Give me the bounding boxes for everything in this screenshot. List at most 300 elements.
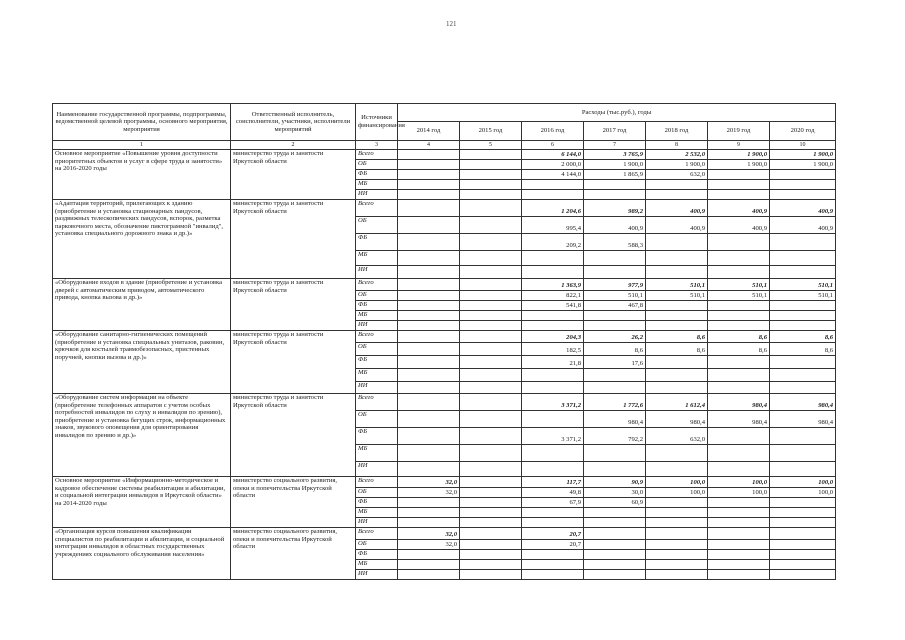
expense-value: 49,8 — [522, 488, 584, 498]
table-row — [53, 477, 836, 488]
funding-source: ОБ — [356, 217, 398, 234]
expense-value: 632,0 — [646, 428, 708, 445]
funding-source: ОБ — [356, 160, 398, 170]
expense-value — [770, 251, 836, 266]
funding-source: ОБ — [356, 540, 398, 550]
funding-source: МБ — [356, 560, 398, 570]
expense-value — [460, 540, 522, 550]
expense-value — [398, 550, 460, 560]
expense-value — [522, 382, 584, 394]
expense-value — [460, 311, 522, 321]
expense-value — [460, 150, 522, 160]
expense-value: 510,1 — [646, 291, 708, 301]
expense-value: 822,1 — [522, 291, 584, 301]
expense-value — [770, 311, 836, 321]
expense-value: 980,4 — [646, 411, 708, 428]
expense-value: 30,0 — [584, 488, 646, 498]
expense-value: 1 900,0 — [770, 150, 836, 160]
expense-value — [522, 251, 584, 266]
expense-value: 67,9 — [522, 498, 584, 508]
expense-value — [522, 411, 584, 428]
expense-value — [646, 251, 708, 266]
expense-value: 90,9 — [584, 477, 646, 488]
expense-value — [398, 251, 460, 266]
expense-value — [522, 311, 584, 321]
expense-value — [398, 200, 460, 217]
header-column-number: 1 — [53, 141, 231, 150]
expense-value: 1 772,6 — [584, 394, 646, 411]
expense-value: 8,6 — [646, 331, 708, 343]
expense-value — [770, 190, 836, 200]
expense-value: 510,1 — [584, 291, 646, 301]
expense-value — [460, 180, 522, 190]
expense-value — [708, 382, 770, 394]
expense-value — [646, 266, 708, 279]
funding-source: МБ — [356, 311, 398, 321]
header-column-numbers-row — [53, 141, 836, 150]
expense-value — [708, 550, 770, 560]
expense-value — [398, 462, 460, 477]
expense-value: 8,6 — [646, 343, 708, 356]
funding-source: ИИ — [356, 518, 398, 528]
expense-value: 995,4 — [522, 217, 584, 234]
expense-value — [460, 301, 522, 311]
expense-value — [646, 570, 708, 580]
expense-value — [584, 508, 646, 518]
expense-value — [460, 356, 522, 369]
expense-value — [584, 570, 646, 580]
expense-value — [398, 394, 460, 411]
expense-value: 204,3 — [522, 331, 584, 343]
page-number: 121 — [446, 20, 457, 28]
expense-value — [646, 190, 708, 200]
activity-name: Основное мероприятие «Информационно-методическое и кадровое обеспечение системы реабилитации и абилитации, и социальной интеграции инвалидов в Иркутской области» на 2014-2020 годы — [53, 477, 231, 528]
header-year: 2014 год — [398, 122, 460, 141]
expense-value: 8,6 — [770, 343, 836, 356]
expense-value: 977,9 — [584, 279, 646, 291]
expense-value — [646, 518, 708, 528]
funding-source: МБ — [356, 180, 398, 190]
funding-source: ОБ — [356, 343, 398, 356]
expense-value — [522, 180, 584, 190]
expense-value — [460, 462, 522, 477]
expense-value: 100,0 — [708, 477, 770, 488]
expense-value — [460, 550, 522, 560]
expense-value — [708, 428, 770, 445]
expense-value — [770, 369, 836, 382]
expense-value: 100,0 — [770, 477, 836, 488]
header-year: 2017 год — [584, 122, 646, 141]
funding-source: Всего — [356, 331, 398, 343]
funding-source: ОБ — [356, 411, 398, 428]
expense-value: 400,9 — [770, 200, 836, 217]
expense-value — [646, 498, 708, 508]
expense-value — [398, 560, 460, 570]
header-year: 2019 год — [708, 122, 770, 141]
funding-source: ФБ — [356, 428, 398, 445]
expense-value — [770, 462, 836, 477]
expense-value: 792,2 — [584, 428, 646, 445]
expense-value: 20,7 — [522, 540, 584, 550]
expense-value: 980,4 — [708, 411, 770, 428]
expense-value — [770, 321, 836, 331]
expense-value: 8,6 — [770, 331, 836, 343]
expense-value: 400,9 — [708, 200, 770, 217]
expense-value — [708, 251, 770, 266]
expense-value — [708, 190, 770, 200]
header-year: 2016 год — [522, 122, 584, 141]
expense-value — [522, 570, 584, 580]
expense-value — [646, 234, 708, 251]
expense-value — [770, 570, 836, 580]
header-source: Источники финансирования — [356, 104, 398, 141]
expense-value: 632,0 — [646, 170, 708, 180]
table-row — [53, 394, 836, 411]
expense-value: 6 144,0 — [522, 150, 584, 160]
expense-value — [460, 266, 522, 279]
funding-source: Всего — [356, 200, 398, 217]
expense-value — [398, 150, 460, 160]
table-row — [53, 200, 836, 217]
expense-value: 100,0 — [646, 488, 708, 498]
expense-value — [770, 445, 836, 462]
funding-source: МБ — [356, 251, 398, 266]
expense-value — [398, 498, 460, 508]
expense-value — [460, 160, 522, 170]
funding-source: ИИ — [356, 382, 398, 394]
activity-name: «Оборудование входов в здание (приобретение и установка дверей с автоматическим приводом, автоматического привода, кнопка вызова и др.)» — [53, 279, 231, 331]
executor-name: министерство труда и занятости Иркутской области — [231, 200, 356, 279]
expense-value — [398, 266, 460, 279]
expense-value — [708, 560, 770, 570]
expense-value: 32,0 — [398, 540, 460, 550]
expense-value — [770, 382, 836, 394]
expense-value — [708, 311, 770, 321]
header-executor: Ответственный исполнитель, соисполнители, участники, исполнители мероприятий — [231, 104, 356, 141]
expense-value — [522, 462, 584, 477]
expense-value: 510,1 — [646, 279, 708, 291]
table-row — [53, 150, 836, 160]
funding-source: ИИ — [356, 321, 398, 331]
funding-source: МБ — [356, 508, 398, 518]
expense-value — [460, 508, 522, 518]
expense-value: 400,9 — [770, 217, 836, 234]
expense-value — [770, 180, 836, 190]
expense-value — [522, 518, 584, 528]
expense-value: 1 900,0 — [646, 160, 708, 170]
expense-value — [398, 291, 460, 301]
funding-source: ОБ — [356, 291, 398, 301]
funding-source: ФБ — [356, 498, 398, 508]
expense-value: 1 900,0 — [708, 150, 770, 160]
expense-value — [646, 560, 708, 570]
expense-value — [460, 321, 522, 331]
expense-value: 60,9 — [584, 498, 646, 508]
expense-value — [460, 394, 522, 411]
expense-value — [770, 540, 836, 550]
activity-name: Основное мероприятие «Повышение уровня доступности приоритетных объектов и услуг в сфере труда и занятости» на 2016-2020 годы — [53, 150, 231, 200]
expense-value — [522, 266, 584, 279]
funding-source: ИИ — [356, 190, 398, 200]
expense-value — [460, 200, 522, 217]
expense-value — [460, 234, 522, 251]
expense-value — [646, 369, 708, 382]
expense-value: 510,1 — [770, 291, 836, 301]
expense-value — [708, 301, 770, 311]
expense-value — [584, 190, 646, 200]
expense-value — [460, 251, 522, 266]
expense-value — [646, 180, 708, 190]
expense-value — [770, 234, 836, 251]
expense-value: 510,1 — [708, 279, 770, 291]
expense-value — [708, 356, 770, 369]
executor-name: министерство труда и занятости Иркутской области — [231, 331, 356, 394]
expense-value — [770, 560, 836, 570]
expense-value — [460, 382, 522, 394]
table-row — [53, 279, 836, 291]
expense-value — [398, 190, 460, 200]
activity-name: «Оборудование санитарно-гигиенических помещений (приобретение и установка специальных унитазов, раковин, крючков для костылей травмобезопасных, пристенных поручней, кнопки вызова и др.)» — [53, 331, 231, 394]
expense-value — [522, 190, 584, 200]
expense-value — [398, 369, 460, 382]
expense-value — [646, 356, 708, 369]
expense-value: 510,1 — [770, 279, 836, 291]
expense-value — [770, 550, 836, 560]
expense-value: 20,7 — [522, 528, 584, 540]
funding-source: ИИ — [356, 570, 398, 580]
expense-value — [460, 477, 522, 488]
expense-value — [398, 508, 460, 518]
expense-value: 100,0 — [646, 477, 708, 488]
expense-value: 400,9 — [584, 217, 646, 234]
expense-value — [460, 560, 522, 570]
expense-value: 467,8 — [584, 301, 646, 311]
expense-value — [522, 550, 584, 560]
expense-value: 980,4 — [770, 394, 836, 411]
expense-value: 8,6 — [584, 343, 646, 356]
expense-value: 400,9 — [646, 200, 708, 217]
expense-value: 1 900,0 — [708, 160, 770, 170]
expense-value — [398, 321, 460, 331]
expense-value — [708, 508, 770, 518]
expense-value — [398, 234, 460, 251]
funding-source: МБ — [356, 369, 398, 382]
expense-value: 1 900,0 — [770, 160, 836, 170]
expense-value: 980,4 — [708, 394, 770, 411]
expense-value: 17,6 — [584, 356, 646, 369]
expense-value: 2 532,0 — [646, 150, 708, 160]
expense-value — [398, 428, 460, 445]
expense-value — [584, 540, 646, 550]
expense-value — [398, 331, 460, 343]
executor-name: министерство труда и занятости Иркутской области — [231, 279, 356, 331]
expense-value — [708, 570, 770, 580]
expense-value: 588,3 — [584, 234, 646, 251]
expense-value: 400,9 — [646, 217, 708, 234]
funding-source: ОБ — [356, 488, 398, 498]
expense-value — [584, 550, 646, 560]
expense-value — [398, 445, 460, 462]
header-year: 2020 год — [770, 122, 836, 141]
expense-value — [708, 369, 770, 382]
activity-name: «Оборудование систем информации на объекте (приобретение телефонных аппаратов с учетом особых потребностей инвалидов по слуху и инвалидов по зрению), приобретение и установка бегущих строк, информационных знаков, звукового оповещения для ориентирования инвалидов по зрению и др.)» — [53, 394, 231, 477]
expense-value — [770, 498, 836, 508]
expense-value — [460, 291, 522, 301]
expense-value — [646, 321, 708, 331]
expense-value: 1 900,0 — [584, 160, 646, 170]
expense-value: 3 765,9 — [584, 150, 646, 160]
expense-value — [584, 560, 646, 570]
expense-value — [708, 540, 770, 550]
header-year: 2018 год — [646, 122, 708, 141]
expense-value — [584, 251, 646, 266]
expense-value: 26,2 — [584, 331, 646, 343]
expense-value — [770, 266, 836, 279]
expense-value — [460, 190, 522, 200]
expense-value — [584, 445, 646, 462]
expense-value — [398, 311, 460, 321]
header-column-number: 8 — [646, 141, 708, 150]
header-program-name: Наименование государственной программы, подпрограммы, ведомственной целевой программы, основного мероприятия, мероприятия — [53, 104, 231, 141]
expense-value — [770, 170, 836, 180]
header-column-number: 10 — [770, 141, 836, 150]
expense-value — [522, 321, 584, 331]
expense-value — [770, 518, 836, 528]
expense-value — [646, 550, 708, 560]
expense-value: 117,7 — [522, 477, 584, 488]
expense-value — [460, 498, 522, 508]
expense-value: 100,0 — [708, 488, 770, 498]
header-column-number: 7 — [584, 141, 646, 150]
expense-value — [646, 540, 708, 550]
expense-value — [708, 462, 770, 477]
expense-value: 4 144,0 — [522, 170, 584, 180]
expense-value — [522, 508, 584, 518]
expense-value — [398, 411, 460, 428]
expense-value — [398, 343, 460, 356]
expense-value: 8,6 — [708, 343, 770, 356]
expense-value — [460, 411, 522, 428]
header-expenses: Расходы (тыс.руб.), годы — [398, 104, 836, 122]
expense-value — [460, 570, 522, 580]
funding-source: Всего — [356, 150, 398, 160]
expense-value — [646, 508, 708, 518]
expense-value — [460, 331, 522, 343]
executor-name: министерство труда и занятости Иркутской области — [231, 394, 356, 477]
expense-value — [584, 266, 646, 279]
expense-value — [460, 445, 522, 462]
expense-value — [398, 217, 460, 234]
expense-value — [646, 445, 708, 462]
funding-source: ФБ — [356, 170, 398, 180]
expense-value: 1 204,6 — [522, 200, 584, 217]
expense-value: 3 371,2 — [522, 394, 584, 411]
expense-value: 989,2 — [584, 200, 646, 217]
header-column-number: 3 — [356, 141, 398, 150]
funding-source: ИИ — [356, 266, 398, 279]
expense-value — [460, 428, 522, 445]
funding-source: ФБ — [356, 234, 398, 251]
expense-value — [522, 560, 584, 570]
expense-value: 2 000,0 — [522, 160, 584, 170]
expense-value — [398, 301, 460, 311]
expense-value — [460, 170, 522, 180]
expense-value: 541,8 — [522, 301, 584, 311]
funding-source: Всего — [356, 279, 398, 291]
expense-value — [708, 528, 770, 540]
expense-value — [708, 518, 770, 528]
expense-value — [708, 170, 770, 180]
expense-value: 980,4 — [770, 411, 836, 428]
expense-value — [646, 311, 708, 321]
activity-name: «Организация курсов повышения квалификации специалистов по реабилитации и абилитации, и социальной интеграции инвалидов в областных государственных учреждениях социального обслуживания населения» — [53, 528, 231, 580]
expense-value — [770, 508, 836, 518]
expense-value — [460, 369, 522, 382]
header-column-number: 9 — [708, 141, 770, 150]
expense-value — [708, 266, 770, 279]
expense-value: 182,5 — [522, 343, 584, 356]
expense-value — [646, 462, 708, 477]
expense-value — [584, 528, 646, 540]
expense-value: 510,1 — [708, 291, 770, 301]
budget-table — [52, 103, 836, 580]
expense-value — [646, 382, 708, 394]
header-column-number: 4 — [398, 141, 460, 150]
expense-value — [708, 498, 770, 508]
expense-value: 980,4 — [584, 411, 646, 428]
expense-value — [460, 279, 522, 291]
funding-source: Всего — [356, 394, 398, 411]
executor-name: министерство социального развития, опеки и попечительства Иркутской области — [231, 477, 356, 528]
funding-source: МБ — [356, 445, 398, 462]
expense-value — [398, 382, 460, 394]
expense-value — [584, 518, 646, 528]
expense-value: 100,0 — [770, 488, 836, 498]
expense-value — [584, 462, 646, 477]
executor-name: министерство труда и занятости Иркутской области — [231, 150, 356, 200]
header-column-number: 5 — [460, 141, 522, 150]
activity-name: «Адаптация территорий, прилегающих к зданию (приобретение и установка стационарных пандусов, раздвижных телескопических пандусов, вспорок, разметка парковочного места, обозначение пиктограммой "инвалид", установка специального дорожного знака и др.)» — [53, 200, 231, 279]
expense-value — [584, 369, 646, 382]
expense-value — [584, 180, 646, 190]
expense-value — [398, 180, 460, 190]
executor-name: министерство социального развития, опеки и попечительства Иркутской области — [231, 528, 356, 580]
expense-value — [398, 356, 460, 369]
expense-value — [398, 160, 460, 170]
expense-value — [460, 217, 522, 234]
expense-value — [708, 180, 770, 190]
expense-value: 8,6 — [708, 331, 770, 343]
expense-value — [584, 382, 646, 394]
expense-value — [770, 428, 836, 445]
funding-source: ФБ — [356, 301, 398, 311]
table-row — [53, 528, 836, 540]
table-body — [53, 150, 836, 580]
expense-value — [460, 343, 522, 356]
expense-value — [646, 528, 708, 540]
expense-value: 32,0 — [398, 477, 460, 488]
expense-value — [398, 170, 460, 180]
expense-value: 32,0 — [398, 488, 460, 498]
expense-value — [398, 570, 460, 580]
expense-value — [398, 279, 460, 291]
expense-value — [708, 321, 770, 331]
expense-value: 1 363,9 — [522, 279, 584, 291]
expense-value — [398, 518, 460, 528]
expense-value — [646, 301, 708, 311]
header-year: 2015 год — [460, 122, 522, 141]
expense-value: 209,2 — [522, 234, 584, 251]
